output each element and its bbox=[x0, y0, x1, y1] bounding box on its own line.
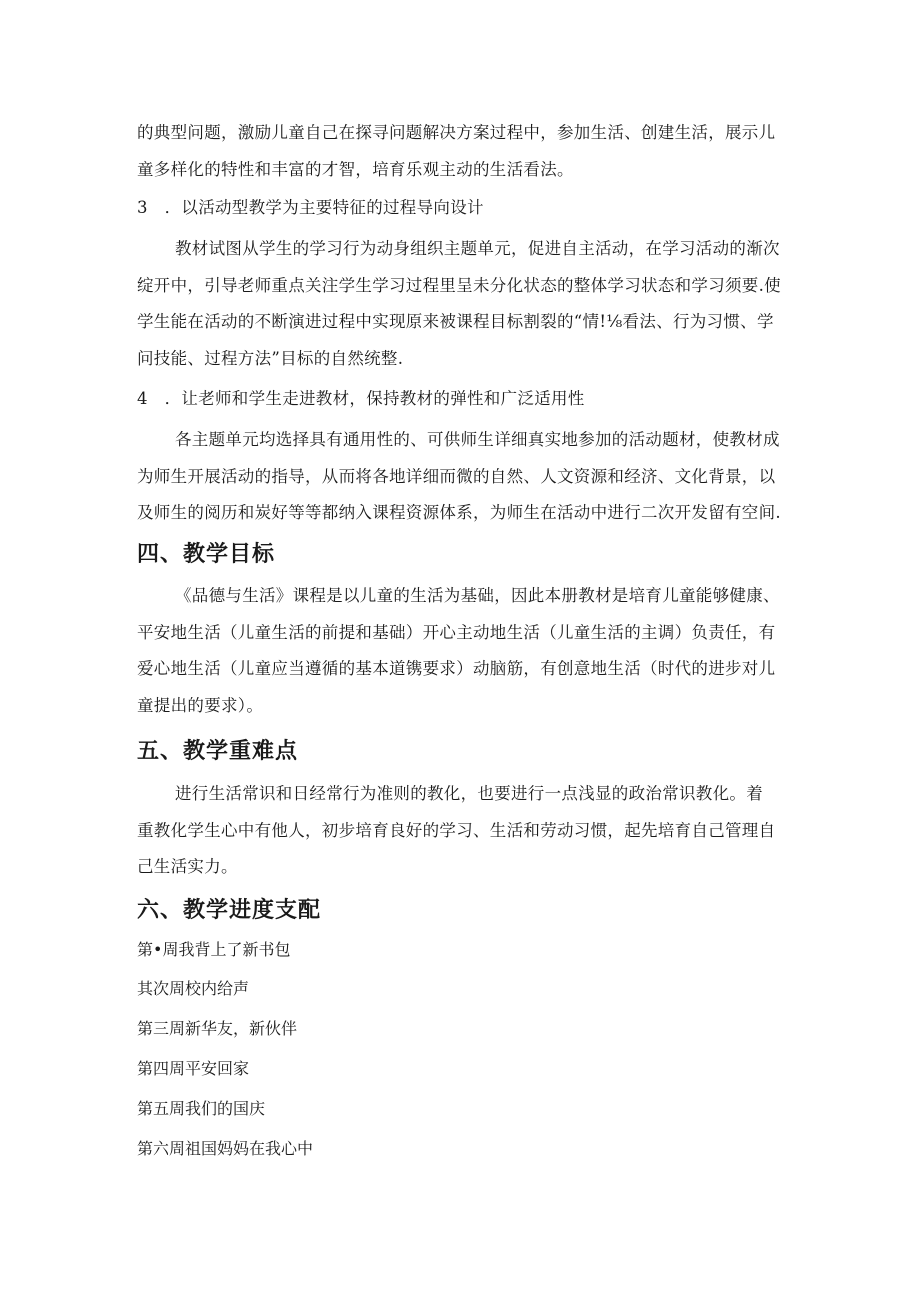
text-line: 教材试图从学生的学习行为动身组织主题单元，促进自主活动，在学习活动的渐次 bbox=[175, 239, 780, 258]
text-line: 童提出的要求）。 bbox=[137, 695, 264, 715]
schedule-week-item: 第五周我们的国庆 bbox=[137, 1099, 266, 1118]
text-line: 各主题单元均选择具有通用性的、可供师生详细真实地参加的活动题材，使教材成 bbox=[175, 430, 780, 449]
text-line: 学生能在活动的不断演进过程中实现原来被课程目标割裂的“情!⅛看法、行为习惯、学 bbox=[137, 312, 774, 331]
section-heading-key-points: 五、教学重难点 bbox=[137, 739, 299, 764]
text-line: 童多样化的特性和丰富的才智，培育乐观主动的生活看法。 bbox=[137, 159, 574, 179]
schedule-week-item: 第六周祖国妈妈在我心中 bbox=[137, 1139, 314, 1158]
text-line: 己生活实力。 bbox=[137, 857, 238, 876]
text-line: 为师生开展活动的指导，从而将各地详细而微的自然、人文资源和经济、文化背景，以 bbox=[137, 466, 776, 486]
text-line: 爱心地生活（儿童应当遵循的基本道镌要求）动脑筋，有创意地生活（时代的进步对儿 bbox=[137, 659, 776, 678]
list-item-4-heading: 4 ．让老师和学生走进教材，保持教材的弹性和广泛适用性 bbox=[137, 389, 585, 408]
text-line: 问技能、过程方法”目标的自然统整. bbox=[137, 348, 404, 368]
text-line: 重教化学生心中有他人，初步培育良好的学习、生活和劳动习惯，起先培育自己管理自 bbox=[137, 820, 776, 840]
paragraph-textbook-flexibility bbox=[137, 422, 781, 532]
paragraph-key-points bbox=[137, 776, 775, 886]
paragraph-activity-teaching bbox=[137, 231, 781, 377]
paragraph-teaching-goals bbox=[137, 578, 780, 724]
text-line: 绽开中，引导老师重点关注学生学习过程里呈未分化状态的整体学习状态和学习须要.使 bbox=[137, 275, 781, 295]
text-line: 及师生的阅历和炭好等等都纳入课程资源体系，为师生在活动中进行二次开发留有空间. bbox=[137, 503, 781, 522]
schedule-week-item: 第•周我背上了新书包 bbox=[137, 940, 291, 959]
text-line: 《品德与生活》课程是以儿童的生活为基础，因此本册教材是培育儿童能够健康、 bbox=[175, 586, 780, 605]
text-line: 平安地生活（儿童生活的前提和基础）开心主动地生活（儿童生活的主调）负责任，有 bbox=[137, 622, 776, 642]
paragraph-problem-solving bbox=[137, 115, 775, 188]
text-line: 的典型问题，激励儿童自己在探寻问题解决方案过程中，参加生活、创建生活，展示儿 bbox=[137, 123, 776, 142]
schedule-week-item: 其次周校内给声 bbox=[137, 979, 250, 998]
schedule-week-item: 第三周新华友，新伙伴 bbox=[137, 1019, 298, 1038]
list-item-3-heading: 3 ．以活动型教学为主要特征的过程导向设计 bbox=[137, 198, 484, 217]
schedule-week-item: 第四周平安回家 bbox=[137, 1059, 250, 1078]
text-line: 进行生活常识和日经常行为准则的教化，也要进行一点浅显的政治常识教化。着 bbox=[175, 784, 763, 803]
section-heading-teaching-goals: 四、教学目标 bbox=[137, 542, 276, 567]
section-heading-schedule: 六、教学进度支配 bbox=[137, 898, 322, 923]
